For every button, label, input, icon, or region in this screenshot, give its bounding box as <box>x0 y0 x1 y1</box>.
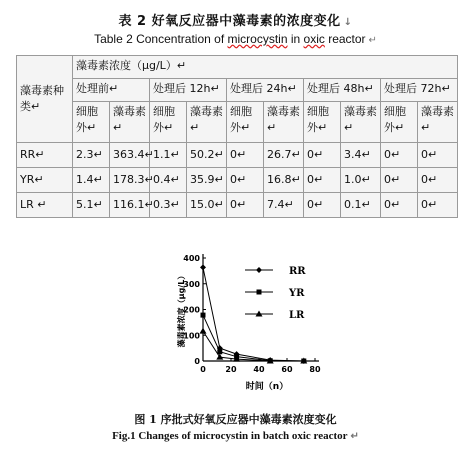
table-cell: 0↵ <box>304 168 341 193</box>
legend-label: YR <box>289 288 305 299</box>
paragraph-mark: ↓ <box>343 17 353 28</box>
legend-label: LR <box>289 310 305 321</box>
table-row <box>17 168 458 193</box>
table-cell: 0↵ <box>227 193 264 218</box>
figure-caption-english: Fig.1 Changes of microcystin in batch oxic reactor ↵ <box>112 430 359 442</box>
table-cell: 0.4↵ <box>150 168 187 193</box>
table-cell: 16.8↵ <box>264 168 304 193</box>
table-cell: 1.0↵ <box>341 168 381 193</box>
paragraph-mark: ↵ <box>350 431 359 442</box>
table-cell: 0↵ <box>418 143 458 168</box>
table-cell: 35.9↵ <box>187 168 227 193</box>
table-cell: 0↵ <box>381 193 418 218</box>
data-point-rr <box>200 264 206 270</box>
legend-marker <box>256 267 262 273</box>
sub-header-toxin: 藻毒素↵ <box>341 102 381 143</box>
legend-label: RR <box>289 266 306 277</box>
x-tick-label: 40 <box>253 365 265 374</box>
table-cell: 178.3↵ <box>110 168 150 193</box>
table-cell: 26.7↵ <box>264 143 304 168</box>
table-cell: 5.1↵ <box>73 193 110 218</box>
table-cell: 0.3↵ <box>150 193 187 218</box>
table-cell: 2.3↵ <box>73 143 110 168</box>
paragraph-mark: ↵ <box>368 35 377 46</box>
table-row <box>17 143 458 168</box>
table-cell: 0↵ <box>418 193 458 218</box>
sub-header-cell: 细胞外↵ <box>304 102 341 143</box>
table-cell: 0.1↵ <box>341 193 381 218</box>
figure-caption-chinese: 图 1 序批式好氧反应器中藻毒素浓度变化 <box>134 413 337 426</box>
x-axis-label: 时间（n） <box>245 382 289 392</box>
table-cell: 1.4↵ <box>73 168 110 193</box>
sub-header-cell: 细胞外↵ <box>227 102 264 143</box>
spellcheck-word: oxic <box>303 32 325 46</box>
y-tick-label: 0 <box>194 357 200 366</box>
table-cell: 0↵ <box>227 143 264 168</box>
table-cell: 116.1↵ <box>110 193 150 218</box>
y-tick-label: 200 <box>183 305 200 315</box>
concentration-line-chart <box>175 248 350 393</box>
table-cell: 0↵ <box>418 168 458 193</box>
sub-header-toxin: 藻毒素↵ <box>110 102 150 143</box>
data-point-yr <box>201 313 206 318</box>
x-tick-label: 20 <box>225 365 237 374</box>
data-point-lr <box>200 328 207 334</box>
y-tick-label: 300 <box>183 279 200 289</box>
group-header-concentration: 藻毒素浓度（μg/L）↵ <box>73 56 458 79</box>
table-cell: 0↵ <box>304 193 341 218</box>
table-cell: 0↵ <box>381 168 418 193</box>
data-point-lr <box>216 354 223 360</box>
spellcheck-word: microcystin <box>227 32 288 46</box>
column-header: 处理后 24h↵ <box>227 79 304 102</box>
sub-header-cell: 细胞外↵ <box>381 102 418 143</box>
table-cell: 3.4↵ <box>341 143 381 168</box>
table-title-english: Table 2 Concentration of microcystin in oxic reactor ↵ <box>94 32 377 46</box>
table-cell: 50.2↵ <box>187 143 227 168</box>
table-cell: 7.4↵ <box>264 193 304 218</box>
sub-header-cell: 细胞外↵ <box>150 102 187 143</box>
row-label: YR↵ <box>17 168 73 193</box>
table-title-chinese: 表 2 好氧反应器中藻毒素的浓度变化 ↓ <box>118 14 353 29</box>
row-label: RR↵ <box>17 143 73 168</box>
sub-header-cell: 细胞外↵ <box>73 102 110 143</box>
table-row <box>17 193 458 218</box>
x-tick-label: 80 <box>309 365 321 374</box>
table-cell: 0↵ <box>381 143 418 168</box>
column-header: 处理后 48h↵ <box>304 79 381 102</box>
legend-marker <box>257 290 262 295</box>
sub-header-toxin: 藻毒素↵ <box>264 102 304 143</box>
row-header-toxin-type: 藻毒素种类↵ <box>17 56 73 143</box>
y-tick-label: 400 <box>183 254 200 263</box>
table-cell: 1.1↵ <box>150 143 187 168</box>
y-tick-label: 100 <box>183 331 200 341</box>
table-cell: 363.4↵ <box>110 143 150 168</box>
sub-header-toxin: 藻毒素↵ <box>187 102 227 143</box>
x-tick-label: 0 <box>200 365 206 374</box>
row-label: LR ↵ <box>17 193 73 218</box>
y-axis-label: 藻毒素浓度（μg/L） <box>177 271 186 348</box>
x-tick-label: 60 <box>281 365 293 374</box>
column-header: 处理后 12h↵ <box>150 79 227 102</box>
table-cell: 0↵ <box>227 168 264 193</box>
table-cell: 0↵ <box>304 143 341 168</box>
sub-header-toxin: 藻毒素↵ <box>418 102 458 143</box>
table-cell: 15.0↵ <box>187 193 227 218</box>
series-line-lr <box>203 331 304 361</box>
column-header: 处理前↵ <box>73 79 150 102</box>
concentration-table <box>16 55 458 218</box>
column-header: 处理后 72h↵ <box>381 79 458 102</box>
